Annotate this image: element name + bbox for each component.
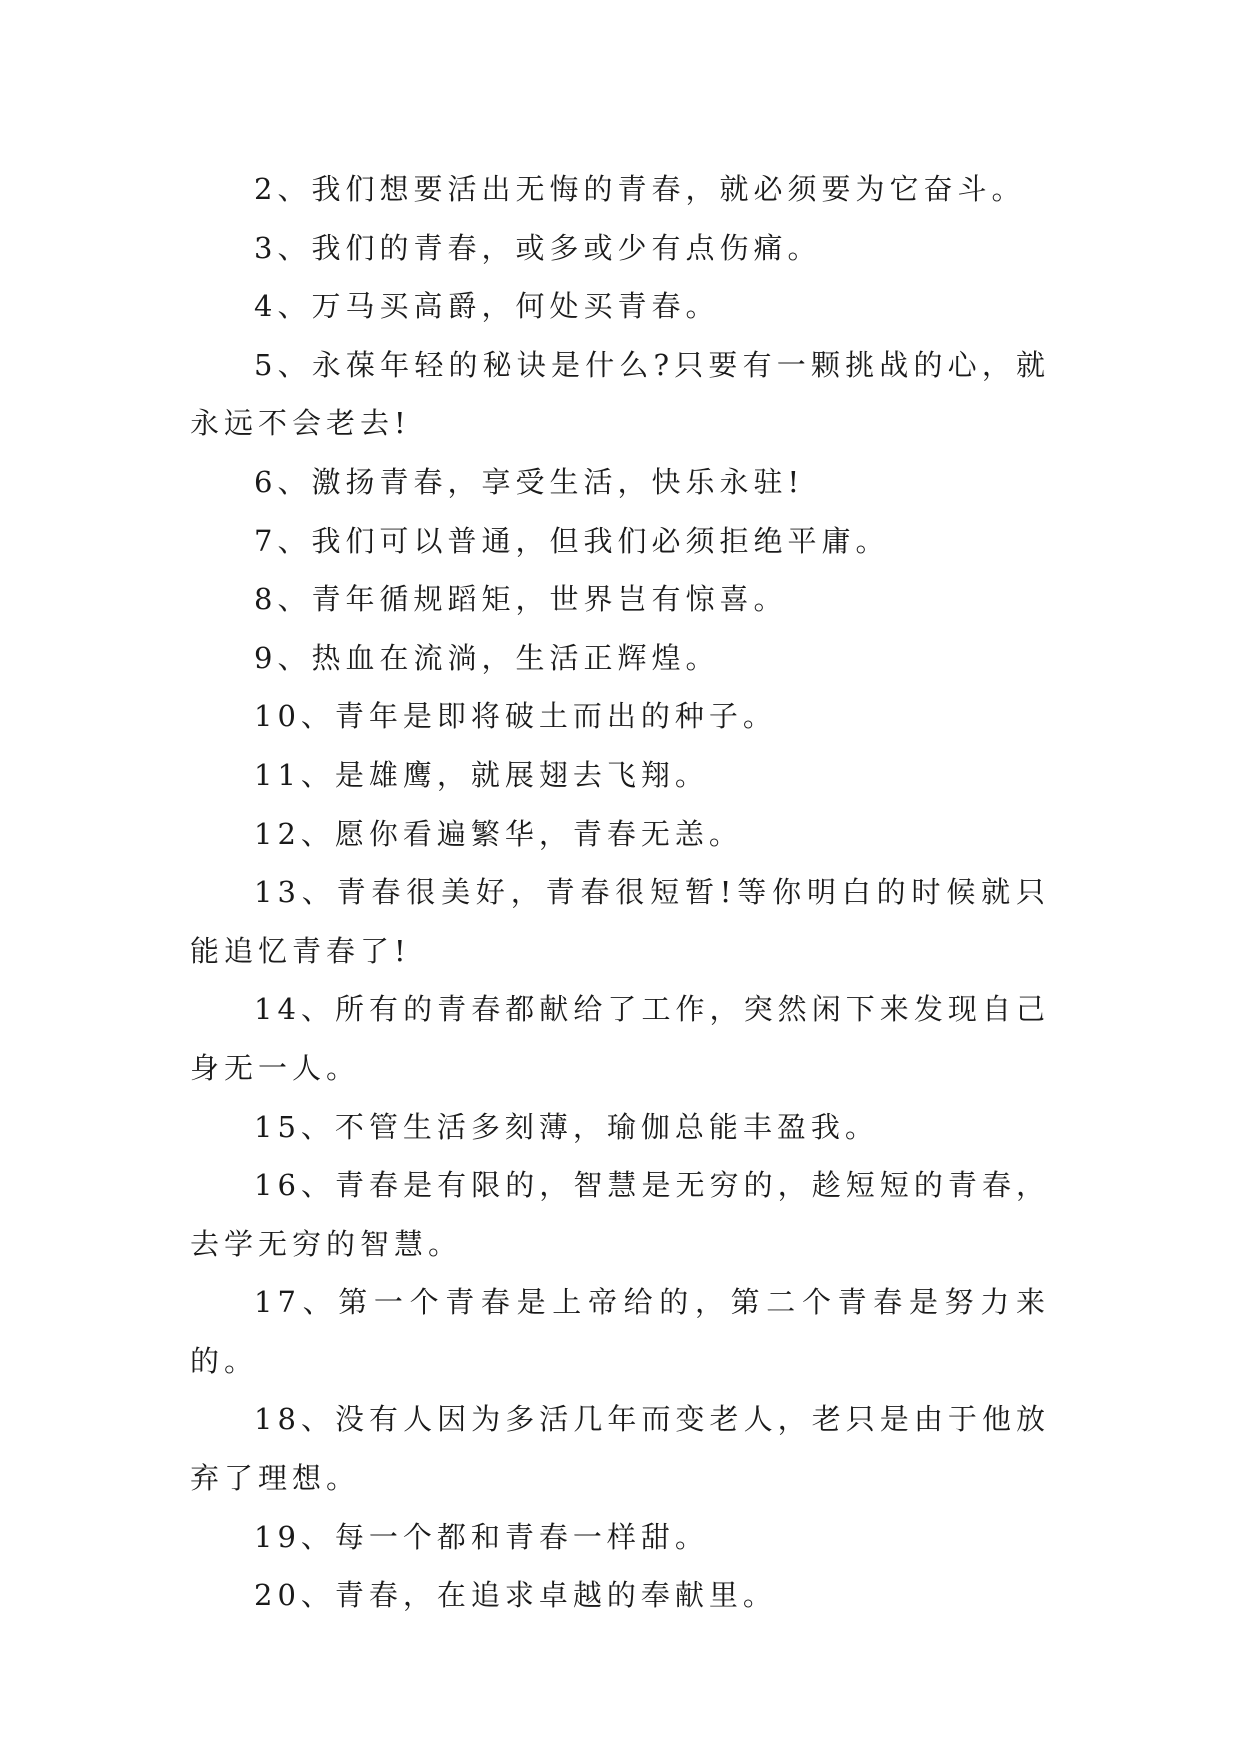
paragraph-6: 6、激扬青春，享受生活，快乐永驻! [254,464,805,499]
paragraph-9: 9、热血在流淌，生活正辉煌。 [254,640,720,675]
paragraph-2: 2、我们想要活出无悔的青春，就必须要为它奋斗。 [254,172,1026,206]
document-body [190,160,1050,1625]
paragraph-17: 17、第一个青春是上帝给的，第二个青春是努力来的。 [190,1285,1050,1378]
paragraph-5: 5、永葆年轻的秘诀是什么?只要有一颗挑战的心，就永远不会老去! [190,347,1050,441]
paragraph-3: 3、我们的青春，或多或少有点伤痛。 [254,230,822,265]
paragraph-15: 15、不管生活多刻薄，瑜伽总能丰盈我。 [254,1109,879,1144]
paragraph-11: 11、是雄鹰，就展翅去飞翔。 [254,757,709,792]
paragraph-14: 14、所有的青春都献给了工作，突然闲下来发现自己身无一人。 [190,992,1050,1085]
paragraph-12: 12、愿你看遍繁华，青春无恙。 [254,816,743,851]
paragraph-16: 16、青春是有限的，智慧是无穷的，趁短短的青春，去学无穷的智慧。 [190,1168,1050,1261]
paragraph-10: 10、青年是即将破土而出的种子。 [254,699,777,734]
paragraph-18: 18、没有人因为多活几年而变老人，老只是由于他放弃了理想。 [190,1402,1050,1496]
paragraph-20: 20、青春，在追求卓越的奉献里。 [254,1578,777,1613]
paragraph-19: 19、每一个都和青春一样甜。 [254,1519,709,1554]
paragraph-8: 8、青年循规蹈矩，世界岂有惊喜。 [254,582,788,617]
paragraph-7: 7、我们可以普通，但我们必须拒绝平庸。 [254,523,890,558]
paragraph-4: 4、万马买高爵，何处买青春。 [254,289,720,324]
paragraph-13: 13、青春很美好，青春很短暂!等你明白的时候就只能追忆青春了! [190,875,1050,968]
